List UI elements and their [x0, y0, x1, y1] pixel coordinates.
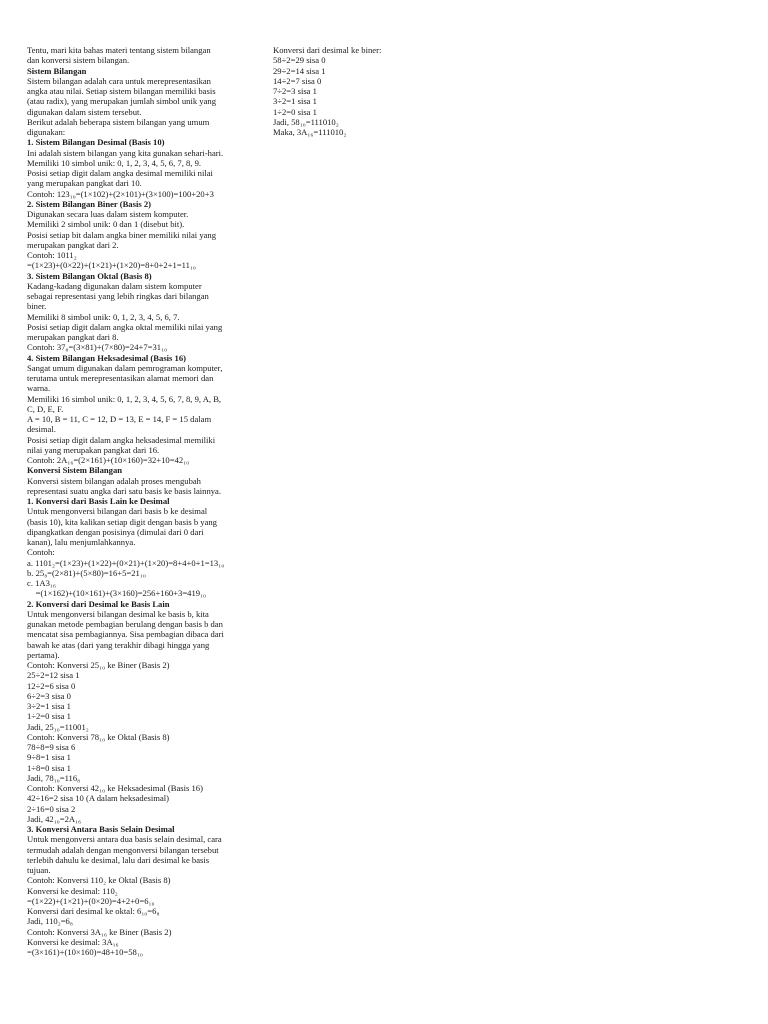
text-line: Contoh: 1011₂: [27, 250, 77, 260]
text-line: Contoh:: [27, 547, 55, 558]
text-line: 7÷2=3 sisa 1: [273, 86, 317, 96]
text-line: Contoh: Konversi 3A₁₆ ke Biner (Basis 2): [27, 926, 172, 937]
text-line: Ini adalah sistem bilangan yang kita gunakan sehari-hari.: [27, 147, 224, 158]
text-line: Jadi, 58₁₀=111010₂: [273, 116, 339, 127]
text-line: warna.: [27, 383, 51, 394]
text-line: 12÷2=6 sisa 0: [27, 680, 76, 691]
text-line: Contoh: 37₈=(3×81)+(7×80)=24+7=31₁₀: [27, 342, 168, 353]
text-line: Tentu, mari kita bahas materi tentang sistem bilangan: [27, 45, 211, 55]
text-line: desimal.: [27, 424, 56, 435]
text-line: digunakan dalam sistem tersebut.: [27, 106, 142, 117]
text-line: 1÷8=0 sisa 1: [27, 762, 71, 773]
text-line: Posisi setiap digit dalam angka desimal memiliki nilai: [27, 168, 213, 178]
text-line: Untuk mengonversi bilangan desimal ke basis b, kita: [27, 608, 209, 619]
text-line: Jadi, 25₁₀=11001₂: [27, 721, 89, 732]
text-line: Posisi setiap digit dalam angka heksadesimal memiliki: [27, 434, 216, 445]
text-line: dipangkatkan dengan posisinya (dimulai dari 0 dari: [27, 526, 204, 537]
text-line: b. 25₈=(2×81)+(5×80)=16+5=21₁₀: [27, 567, 146, 578]
text-line: Posisi setiap bit dalam angka biner memiliki nilai yang: [27, 229, 217, 240]
text-line: digunakan:: [27, 127, 66, 137]
text-line: =(1×162)+(10×161)+(3×160)=256+160+3=419₁₀: [27, 588, 207, 599]
text-line: Sangat umum digunakan dalam pemrograman komputer,: [27, 362, 223, 373]
section-heading: 2. Sistem Bilangan Biner (Basis 2): [27, 198, 151, 209]
text-line: merupakan pangkat dari 8.: [27, 332, 119, 342]
text-line: 3÷2=1 sisa 1: [273, 96, 317, 107]
text-line: =(3×161)+(10×160)=48+10=58₁₀: [27, 947, 143, 957]
text-line: Konversi ke desimal: 3A₁₆: [27, 936, 119, 947]
text-line: biner.: [27, 301, 47, 312]
text-line: Sistem bilangan adalah cara untuk merepresentasikan: [27, 75, 211, 86]
text-line: kanan), lalu menjumlahkannya.: [27, 537, 136, 547]
section-heading: 4. Sistem Bilangan Heksadesimal (Basis 16): [27, 352, 187, 363]
text-line: sebagai representasi yang lebih ringkas dari bilangan: [27, 291, 209, 301]
text-line: Digunakan secara luas dalam sistem komputer.: [27, 209, 189, 219]
text-line: 6÷2=3 sisa 0: [27, 690, 71, 701]
section-heading: Sistem Bilangan: [27, 65, 87, 76]
text-line: 78÷8=9 sisa 6: [27, 742, 76, 752]
section-heading: 1. Konversi dari Basis Lain ke Desimal: [27, 496, 170, 506]
text-line: a. 1101₂=(1×23)+(1×22)+(0×21)+(1×20)=8+4+0+1=13₁₀: [27, 557, 225, 568]
text-line: Jadi, 42₁₀=2A₁₆: [27, 813, 82, 824]
right-text-column: [273, 45, 473, 137]
section-heading: 3. Konversi Antara Basis Selain Desimal: [27, 824, 175, 834]
text-line: =(1×23)+(0×22)+(1×21)+(1×20)=8+0+2+1=11₁₀: [27, 260, 196, 271]
text-line: bawah ke atas (dari yang terakhir dibagi hingga yang: [27, 639, 210, 650]
text-line: termudah adalah dengan mengonversi bilangan tersebut: [27, 844, 219, 855]
text-line: terlebih dahulu ke desimal, lalu dari desimal ke basis: [27, 854, 210, 865]
text-line: terutama untuk merepresentasikan alamat memori dan: [27, 373, 214, 383]
text-line: 1÷2=0 sisa 1: [273, 106, 317, 117]
text-line: C, D, E, F.: [27, 403, 64, 414]
text-line: tujuan.: [27, 865, 51, 875]
text-line: Memiliki 10 simbol unik: 0, 1, 2, 3, 4, 5, 6, 7, 8, 9.: [27, 157, 202, 168]
left-text-column: [27, 45, 232, 957]
text-line: 29÷2=14 sisa 1: [273, 65, 326, 76]
text-line: =(1×22)+(1×21)+(0×20)=4+2+0=6₁₀: [27, 895, 155, 906]
text-line: gunakan metode pembagian berulang dengan basis b dan: [27, 619, 223, 629]
text-line: A = 10, B = 11, C = 12, D = 13, E = 14, F = 15 dalam: [27, 414, 212, 424]
text-line: c. 1A3₁₆: [27, 578, 56, 588]
text-line: Jadi, 110₂=6₈: [27, 916, 73, 927]
text-line: 3÷2=1 sisa 1: [27, 701, 71, 711]
text-line: 25÷2=12 sisa 1: [27, 670, 80, 681]
text-line: Memiliki 8 simbol unik: 0, 1, 2, 3, 4, 5, 6, 7.: [27, 311, 180, 322]
text-line: Untuk mengonversi bilangan dari basis b ke desimal: [27, 506, 208, 517]
text-line: Untuk mengonversi antara dua basis selain desimal, cara: [27, 834, 222, 845]
text-line: Memiliki 2 simbol unik: 0 dan 1 (disebut bit).: [27, 219, 185, 230]
text-line: Contoh: 2A₁₆=(2×161)+(10×160)=32+10=42₁₀: [27, 455, 190, 465]
text-line: Konversi ke desimal: 110₂: [27, 885, 118, 896]
text-line: Maka, 3A₁₆=111010₂: [273, 127, 347, 137]
text-line: Contoh: Konversi 25₁₀ ke Biner (Basis 2): [27, 660, 170, 670]
text-line: Konversi dari desimal ke biner:: [273, 45, 382, 55]
text-line: (basis 10), kita kalikan setiap digit dengan basis b yang: [27, 516, 217, 527]
text-line: Berikut adalah beberapa sistem bilangan yang umum: [27, 116, 210, 127]
text-line: Konversi dari desimal ke oktal: 6₁₀=6₈: [27, 906, 160, 916]
text-line: 9÷8=1 sisa 1: [27, 752, 71, 763]
section-heading: 2. Konversi dari Desimal ke Basis Lain: [27, 598, 170, 609]
text-line: 1÷2=0 sisa 1: [27, 711, 71, 722]
text-line: representasi suatu angka dari satu basis ke basis lainnya.: [27, 485, 222, 496]
text-line: angka atau nilai. Setiap sistem bilangan memiliki basis: [27, 86, 216, 96]
text-line: Contoh: Konversi 110₂ ke Oktal (Basis 8): [27, 875, 171, 886]
text-line: merupakan pangkat dari 2.: [27, 239, 119, 250]
text-line: 2÷16=0 sisa 2: [27, 803, 76, 814]
text-line: Posisi setiap digit dalam angka oktal memiliki nilai yang: [27, 321, 223, 332]
text-line: dan konversi sistem bilangan.: [27, 55, 130, 66]
text-line: 42÷16=2 sisa 10 (A dalam heksadesimal): [27, 793, 170, 804]
text-line: nilai yang merupakan pangkat dari 16.: [27, 444, 160, 455]
text-line: Contoh: Konversi 78₁₀ ke Oktal (Basis 8): [27, 731, 170, 742]
text-line: Kadang-kadang digunakan dalam sistem komputer: [27, 280, 202, 291]
text-line: Contoh: 123₁₀=(1×102)+(2×101)+(3×100)=100+20+3: [27, 188, 214, 199]
text-line: Contoh: Konversi 42₁₀ ke Heksadesimal (Basis 16): [27, 783, 203, 793]
text-line: 14÷2=7 sisa 0: [273, 75, 322, 86]
text-line: 58÷2=29 sisa 0: [273, 55, 326, 66]
text-line: mencatat sisa pembagiannya. Sisa pembagian dibaca dari: [27, 629, 224, 640]
text-line: pertama).: [27, 649, 60, 660]
text-line: Jadi, 78₁₀=116₈: [27, 772, 81, 783]
section-heading: Konversi Sistem Bilangan: [27, 465, 123, 476]
text-line: (atau radix), yang merupakan jumlah simbol unik yang: [27, 96, 217, 107]
text-line: yang merupakan pangkat dari 10.: [27, 178, 142, 189]
text-line: Konversi sistem bilangan adalah proses mengubah: [27, 475, 201, 486]
text-line: Memiliki 16 simbol unik: 0, 1, 2, 3, 4, 5, 6, 7, 8, 9, A, B,: [27, 393, 222, 404]
section-heading: 1. Sistem Bilangan Desimal (Basis 10): [27, 137, 165, 148]
section-heading: 3. Sistem Bilangan Oktal (Basis 8): [27, 270, 152, 281]
